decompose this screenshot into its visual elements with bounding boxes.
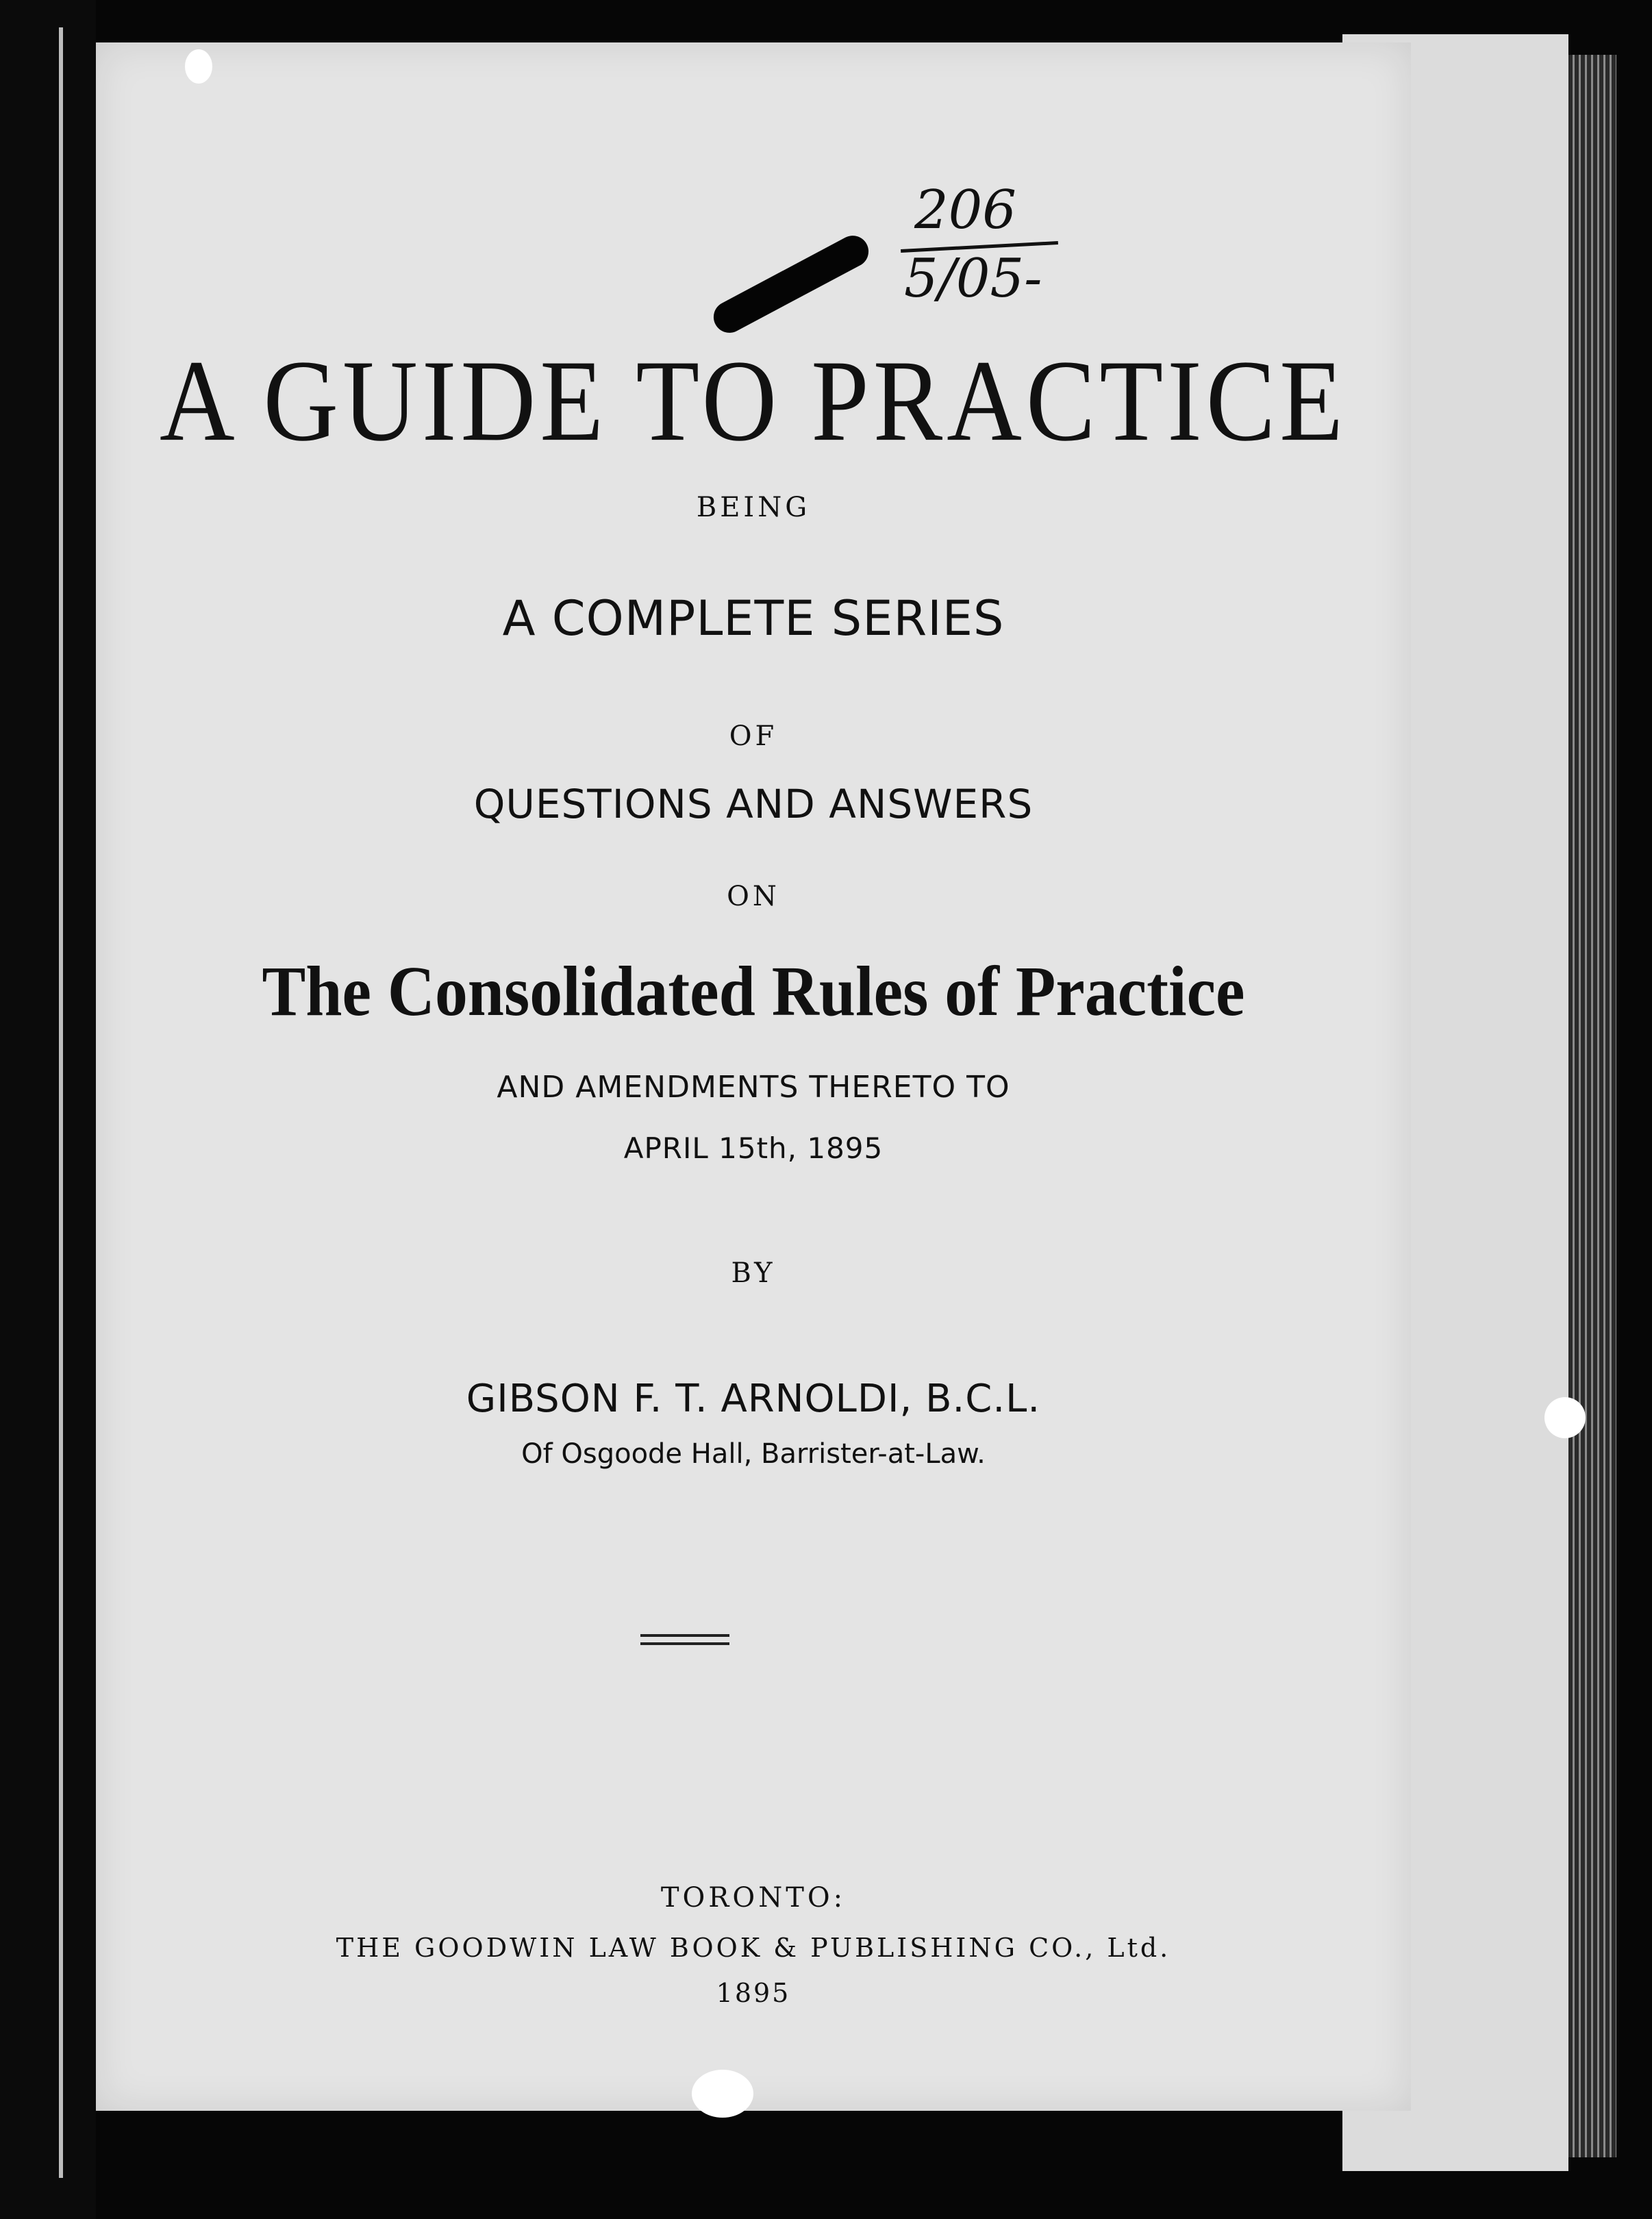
- on-label: ON: [727, 881, 780, 912]
- series-line: A COMPLETE SERIES: [502, 590, 1005, 647]
- by-label: BY: [731, 1257, 776, 1289]
- damage-speck: [1544, 1397, 1586, 1438]
- handwritten-price: 5/05-: [904, 248, 1042, 310]
- ink-blot: [708, 230, 874, 338]
- author-affiliation: Of Osgoode Hall, Barrister-at-Law.: [521, 1438, 986, 1470]
- page-edges: [1568, 55, 1616, 2157]
- binding-edge: [59, 27, 63, 2178]
- damage-speck: [185, 49, 212, 84]
- rules-title: The Consolidated Rules of Practice: [262, 952, 1245, 1031]
- questions-line: QUESTIONS AND ANSWERS: [473, 781, 1034, 827]
- of-label: OF: [729, 720, 778, 752]
- date-line: APRIL 15th, 1895: [623, 1131, 884, 1165]
- publication-year: 1895: [716, 1978, 791, 2008]
- publication-place: TORONTO:: [660, 1882, 847, 1914]
- book-title: A GUIDE TO PRACTICE: [159, 336, 1348, 466]
- damage-speck: [692, 2070, 753, 2118]
- divider-rule-bottom: [640, 1642, 729, 1645]
- being-label: BEING: [696, 492, 811, 523]
- publisher-name: THE GOODWIN LAW BOOK & PUBLISHING CO., Ltd.: [336, 1933, 1171, 1963]
- divider-rule-top: [640, 1634, 729, 1637]
- handwritten-number: 206: [914, 179, 1016, 241]
- amendments-line: AND AMENDMENTS THERETO TO: [497, 1070, 1010, 1105]
- author-name: GIBSON F. T. ARNOLDI, B.C.L.: [466, 1377, 1041, 1421]
- binding-strip: [0, 0, 96, 2219]
- title-page: [96, 42, 1411, 2111]
